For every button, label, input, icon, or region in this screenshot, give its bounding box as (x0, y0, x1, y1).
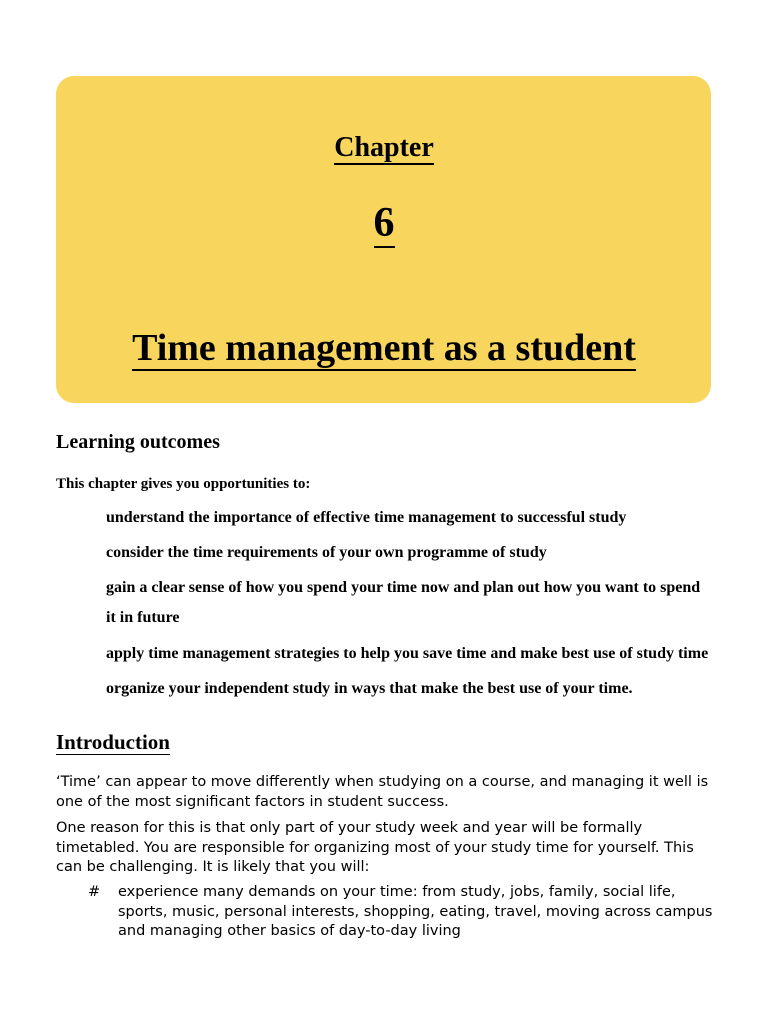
learning-outcomes-intro: This chapter gives you opportunities to: (56, 476, 311, 492)
outcome-item (106, 538, 718, 568)
chapter-label-text: Chapter (334, 132, 434, 163)
outcome-item (106, 503, 718, 533)
outcome-item-text-continued: it in future (106, 609, 180, 626)
chapter-number (0, 197, 768, 249)
outcome-item-text: apply time management strategies to help you save time and make best use of study time (106, 645, 709, 662)
outcome-item (106, 674, 718, 704)
outcome-item (106, 639, 718, 669)
outcome-item (106, 573, 718, 633)
chapter-label (0, 131, 768, 165)
outcome-item-text: organize your independent study in ways that make the best use of your time. (106, 680, 633, 697)
introduction-heading-text: Introduction (56, 730, 170, 754)
bullet-marker: # (88, 884, 101, 900)
outcome-item-text: gain a clear sense of how you spend your time now and plan out how you want to spend (106, 579, 701, 596)
introduction-heading (56, 729, 170, 755)
introduction-paragraph: ‘Time’ can appear to move differently when studying on a course, and managing it well is one of the most significant factors in student success. (56, 774, 709, 810)
outcome-item-text: consider the time requirements of your own programme of study (106, 544, 547, 561)
outcome-item-text: understand the importance of effective time management to successful study (106, 509, 627, 526)
chapter-title-text: Time management as a student (132, 327, 636, 369)
introduction-paragraph: One reason for this is that only part of your study week and year will be formally timetabled. You are responsible for organizing most of your study time for yourself. This can be challenging. It is likely that you will: (56, 820, 694, 875)
chapter-title (0, 325, 768, 371)
chapter-number-text: 6 (373, 200, 395, 246)
learning-outcomes-heading: Learning outcomes (56, 431, 220, 453)
bullet-item-text: experience many demands on your time: from study, jobs, family, social life, sports, music, personal interests, shopping, eating, travel, moving across campus and managing other basics of day-to-day living (118, 884, 713, 939)
